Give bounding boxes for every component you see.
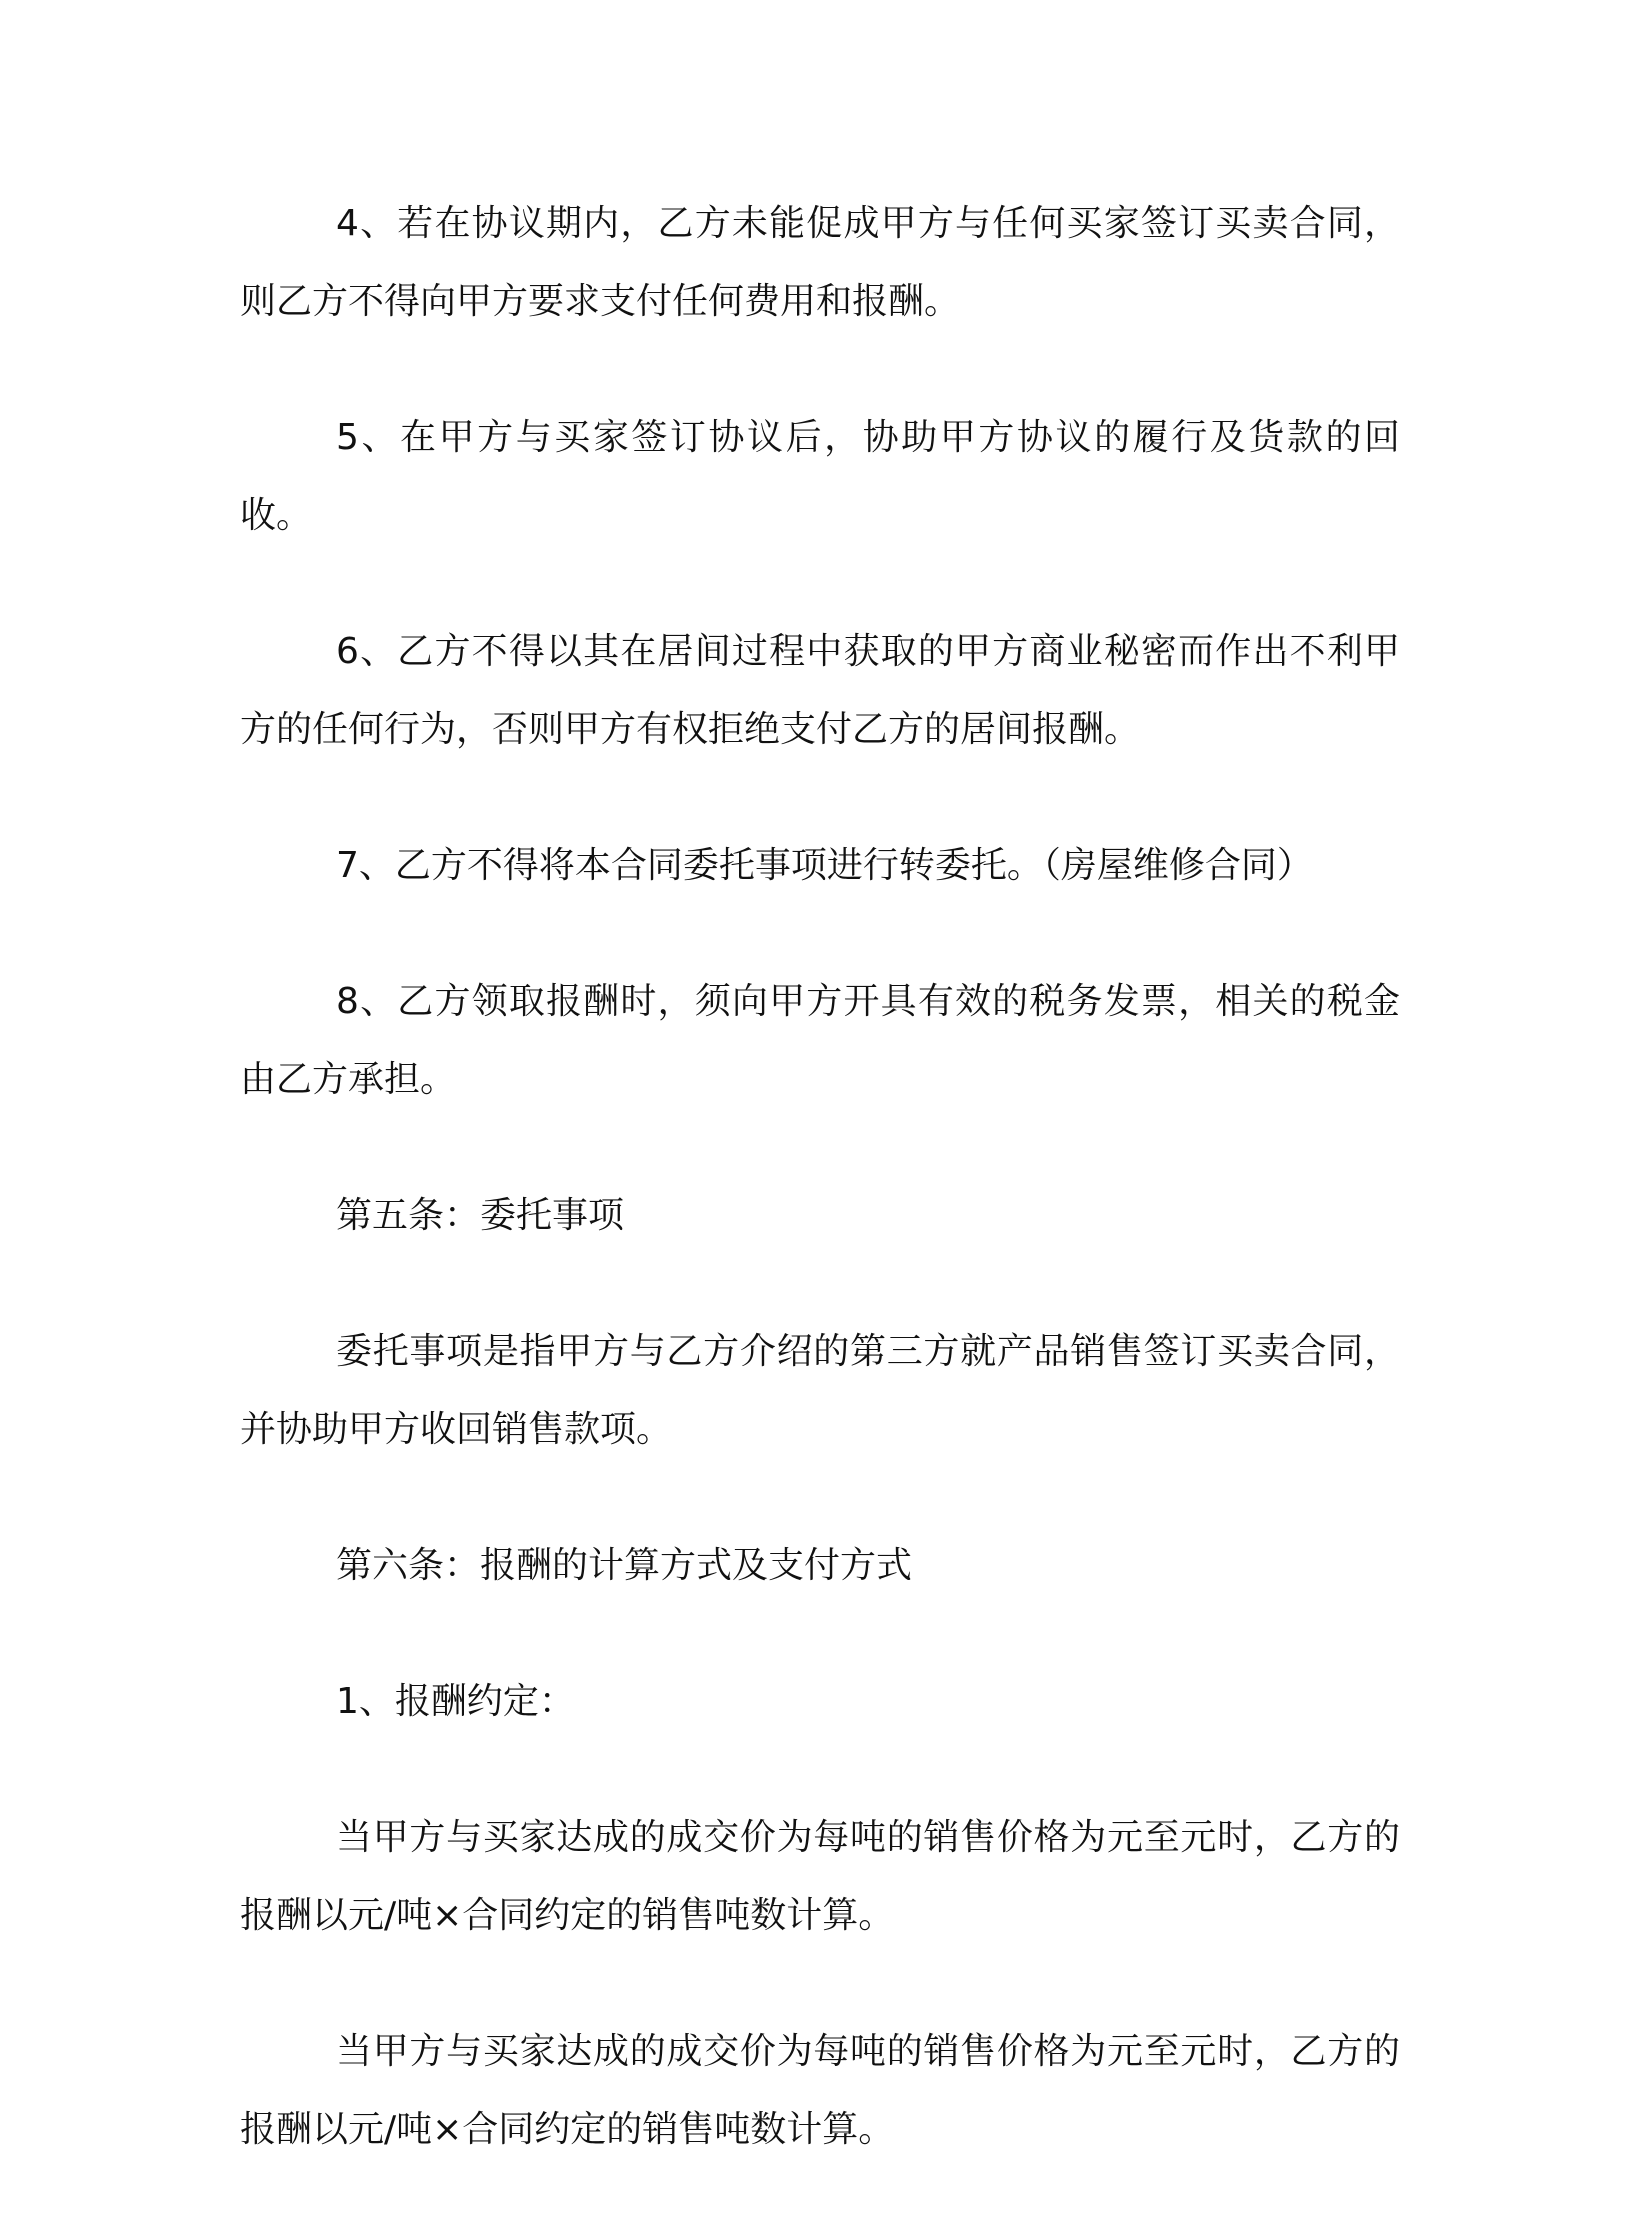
document-body [240,185,1400,2227]
reward-rule-paragraph-1: 当甲方与买家达成的成交价为每吨的销售价格为元至元时，乙方的报酬以元/吨×合同约定的销售吨数计算。 [240,1817,1400,1936]
clause-4-paragraph: 4、若在协议期内，乙方未能促成甲方与任何买家签订买卖合同，则乙方不得向甲方要求支付任何费用和报酬。 [240,203,1400,322]
article-5-heading: 第五条：委托事项 [336,1195,625,1236]
clause-8-paragraph: 8、乙方领取报酬时，须向甲方开具有效的税务发票，相关的税金由乙方承担。 [240,981,1400,1100]
reward-agreement-subheading: 1、报酬约定： [336,1681,575,1722]
clause-7-paragraph: 7、乙方不得将本合同委托事项进行转委托。（房屋维修合同） [336,845,1313,886]
reward-rule-paragraph-2: 当甲方与买家达成的成交价为每吨的销售价格为元至元时，乙方的报酬以元/吨×合同约定的销售吨数计算。 [240,2031,1400,2150]
clause-5-paragraph: 5、在甲方与买家签订协议后，协助甲方协议的履行及货款的回收。 [240,417,1400,536]
article-5-text: 委托事项是指甲方与乙方介绍的第三方就产品销售签订买卖合同，并协助甲方收回销售款项。 [240,1331,1400,1450]
clause-6-paragraph: 6、乙方不得以其在居间过程中获取的甲方商业秘密而作出不利甲方的任何行为，否则甲方有权拒绝支付乙方的居间报酬。 [240,631,1400,750]
article-6-heading: 第六条：报酬的计算方式及支付方式 [336,1545,913,1586]
